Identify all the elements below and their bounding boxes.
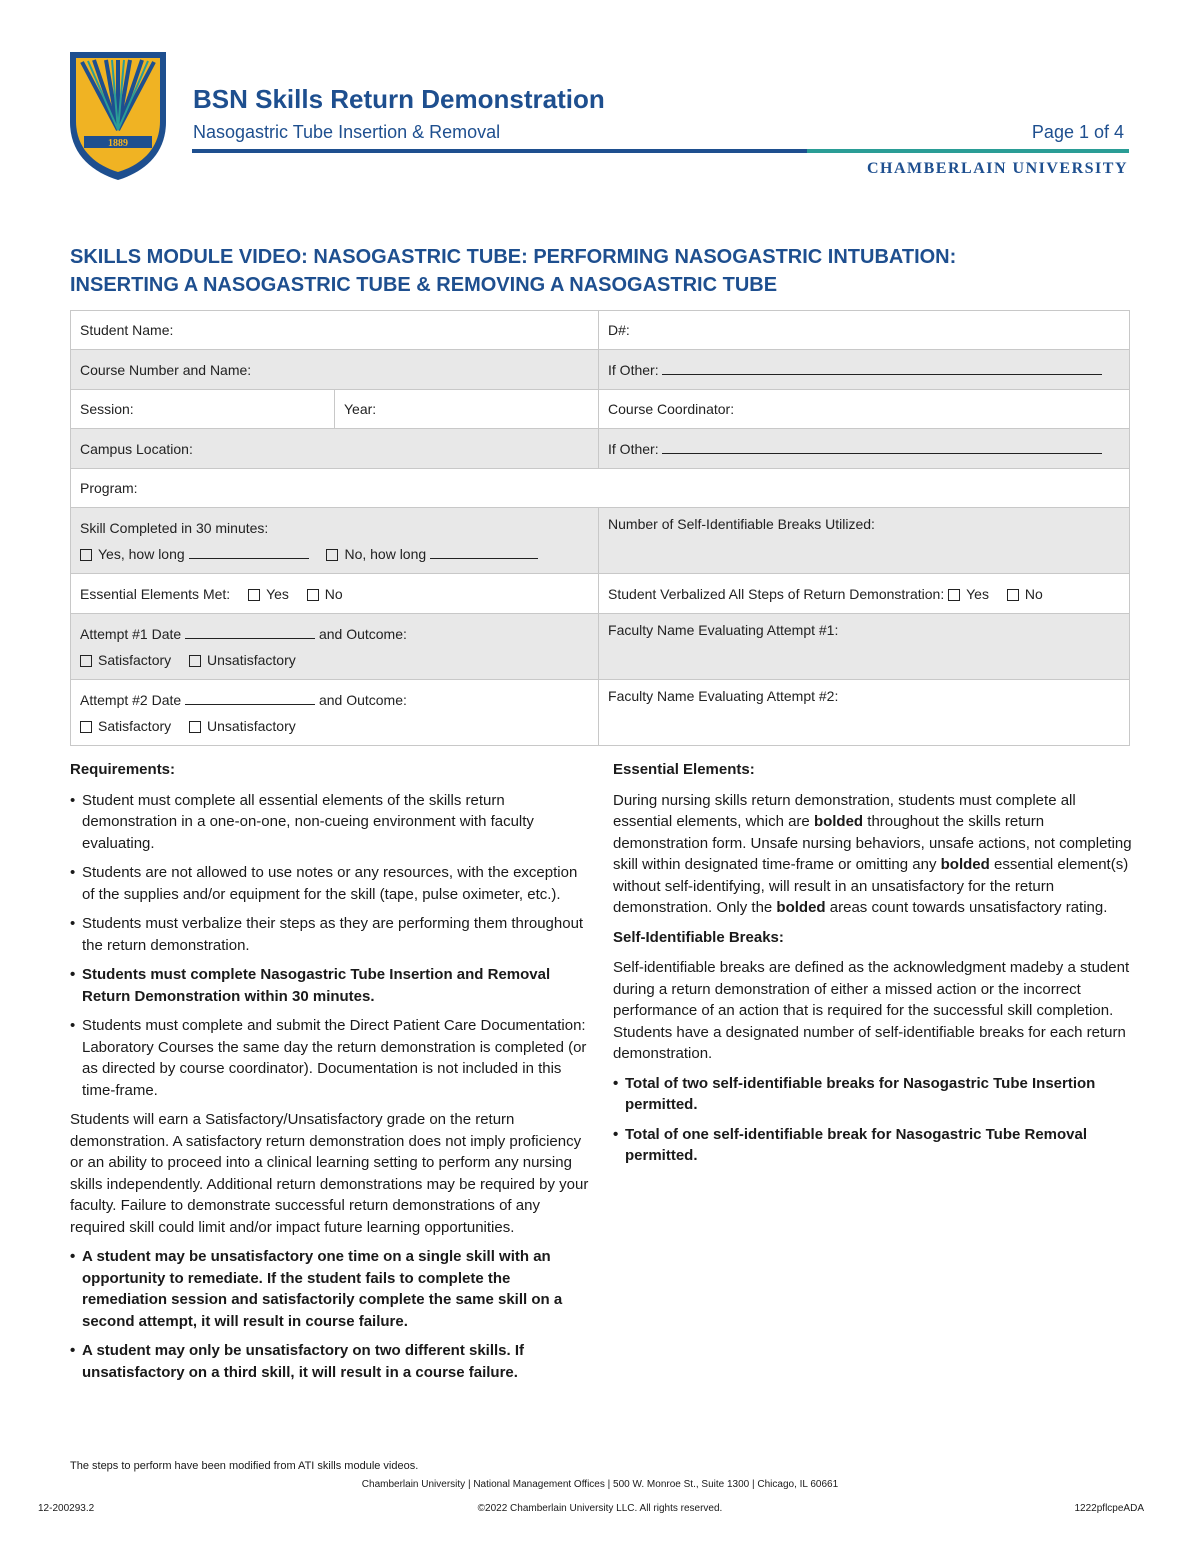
skill-yes-checkbox[interactable] [80, 549, 92, 561]
table-row [71, 390, 1130, 429]
table-row [71, 469, 1130, 508]
faculty1-field[interactable]: Faculty Name Evaluating Attempt #1: [599, 614, 1130, 680]
skill-completed-label: Skill Completed in 30 minutes: [80, 519, 269, 536]
faculty2-field[interactable]: Faculty Name Evaluating Attempt #2: [599, 680, 1130, 746]
attempt2-unsatisfactory-checkbox[interactable] [189, 721, 201, 733]
coordinator-field[interactable]: Course Coordinator: [599, 390, 1130, 429]
breaks-paragraph: Self-identifiable breaks are defined as the acknowledgment madeby a student during a return demonstration of either a missed action or the incorrect performance of an action that is required for the successful skill completion. Students have a designated number of self-identifiable breaks for each return demonstration. [613, 959, 1130, 1062]
student-name-field[interactable]: Student Name: [71, 311, 599, 350]
essential-yes-checkbox[interactable] [248, 589, 260, 601]
list-item: • Total of two self-identifiable breaks for Nasogastric Tube Insertion permitted. [613, 1074, 1096, 1113]
list-item: • Total of one self-identifiable break for Nasogastric Tube Removal permitted. [613, 1125, 1088, 1164]
program-field[interactable]: Program: [71, 469, 1130, 508]
list-item: • A student may only be unsatisfactory on two different skills. If unsatisfactory on a third skill, it will result in a course failure. [70, 1342, 525, 1381]
year-field[interactable]: Year: [335, 390, 599, 429]
no-how-long-line[interactable] [430, 558, 538, 559]
footer-note: The steps to perform have been modified from ATI skills module videos. [70, 1460, 419, 1472]
document-subtitle: Nasogastric Tube Insertion & Removal [193, 122, 501, 142]
session-field[interactable]: Session: [71, 390, 335, 429]
module-title-line2: INSERTING A NASOGASTRIC TUBE & REMOVING A NASOGASTRIC TUBE [70, 274, 778, 296]
course-field[interactable]: Course Number and Name: [71, 350, 599, 390]
verbalized-yes-checkbox[interactable] [948, 589, 960, 601]
breaks-used-field[interactable]: Number of Self-Identifiable Breaks Utilized: [599, 508, 1130, 574]
table-row [71, 311, 1130, 350]
requirements-section [70, 759, 590, 1391]
document-title: BSN Skills Return Demonstration [193, 84, 605, 114]
student-info-table [70, 310, 1130, 746]
essential-section [613, 759, 1133, 1175]
list-item: • Students are not allowed to use notes or any resources, with the exception of the supplies and/or equipment for the skill (tape, pulse oximeter, etc.). [70, 864, 578, 903]
campus-field[interactable]: Campus Location: [71, 429, 599, 469]
table-row: Attempt #1 Date and Outcome: Satisfactory Unsatisfactory Faculty Name Evaluating Attempt #1: [71, 614, 1130, 680]
footer-address: Chamberlain University | National Management Offices | 500 W. Monroe St., Suite 1300 | Chicago, IL 60661 [361, 1479, 839, 1490]
course-other-field[interactable]: If Other: [599, 350, 1130, 390]
attempt2-date-line[interactable] [185, 704, 315, 705]
module-title [70, 243, 1140, 299]
attempt1-satisfactory-checkbox[interactable] [80, 655, 92, 667]
course-other-line[interactable] [662, 374, 1102, 375]
yes-how-long-line[interactable] [189, 558, 309, 559]
essential-no-checkbox[interactable] [307, 589, 319, 601]
list-item: • Students must verbalize their steps as they are performing them throughout the return demonstration. [70, 915, 584, 954]
breaks-heading: Self-Identifiable Breaks: [613, 928, 784, 946]
university-crest-logo [68, 50, 168, 182]
table-row: Skill Completed in 30 minutes: Yes, how long No, how long Number of Self-Identifiable Breaks Utilized: [71, 508, 1130, 574]
header-rule-teal [807, 149, 1129, 153]
module-title-line1: SKILLS MODULE VIDEO: NASOGASTRIC TUBE: PERFORMING NASOGASTRIC INTUBATION: [70, 246, 957, 268]
footer-doc-code: 12-200293.2 [38, 1503, 95, 1514]
footer-copyright: ©2022 Chamberlain University LLC. All rights reserved. [477, 1503, 723, 1514]
attempt2-satisfactory-checkbox[interactable] [80, 721, 92, 733]
table-row [71, 350, 1130, 390]
header-rule-blue [192, 149, 807, 153]
requirements-heading: Requirements: [70, 761, 176, 778]
attempt1-unsatisfactory-checkbox[interactable] [189, 655, 201, 667]
table-row: Essential Elements Met: Yes No Student Verbalized All Steps of Return Demonstration: Yes No [71, 574, 1130, 614]
essential-heading: Essential Elements: [613, 761, 755, 778]
campus-other-line[interactable] [662, 453, 1102, 454]
university-wordmark: CHAMBERLAIN UNIVERSITY [866, 160, 1128, 177]
table-row: Attempt #2 Date and Outcome: Satisfactory Unsatisfactory Faculty Name Evaluating Attempt #2: [71, 680, 1130, 746]
skill-no-checkbox[interactable] [326, 549, 338, 561]
essential-paragraph: During nursing skills return demonstration, students must complete all essential elements, which are bolded throughout the skills return demonstration form. Unsafe nursing behaviors, unsafe actions, not completing skill within designated time-frame or omitting any bolded essential element(s) without self-identifying, will result in an unsatisfactory for the return demonstration. Only the bolded areas count towards unsatisfactory rating. [613, 791, 1132, 916]
list-item: • A student may be unsatisfactory one time on a single skill with an opportunity to remediate. If the student fails to complete the remediation session and satisfactorily complete the same skill on a second attempt, it will result in course failure. [70, 1248, 563, 1330]
footer-ada-code: 1222pflcpeADA [1074, 1503, 1144, 1514]
list-item: • Students must complete Nasogastric Tube Insertion and Removal Return Demonstration within 30 minutes. [70, 966, 551, 1005]
grading-paragraph: Students will earn a Satisfactory/Unsatisfactory grade on the return demonstration. A satisfactory return demonstration does not imply proficiency or an ability to proceed into a clinical learning setting to perform any nursing skills independently. Additional return demonstrations may be required by your faculty. Failure to demonstrate successful return demonstrations of any required skill could limit and/or impact future learning opportunities. [70, 1111, 589, 1236]
verbalized-label: Student Verbalized All Steps of Return Demonstration: [608, 585, 945, 602]
list-item: • Students must complete and submit the Direct Patient Care Documentation: Laboratory Courses the same day the return demonstration is completed (or as directed by course coordinator). Documentation is not included in this time-frame. [70, 1017, 587, 1099]
crest-year: 1889 [108, 138, 128, 149]
list-item: • Student must complete all essential elements of the skills return demonstration in a one-on-one, non-cueing environment with faculty evaluating. [70, 791, 534, 852]
page-number: Page 1 of 4 [1031, 122, 1124, 142]
d-number-field[interactable]: D#: [599, 311, 1130, 350]
campus-other-field[interactable]: If Other: [599, 429, 1130, 469]
table-row [71, 429, 1130, 469]
essential-met-label: Essential Elements Met: [80, 585, 231, 602]
attempt1-date-line[interactable] [185, 638, 315, 639]
verbalized-no-checkbox[interactable] [1007, 589, 1019, 601]
